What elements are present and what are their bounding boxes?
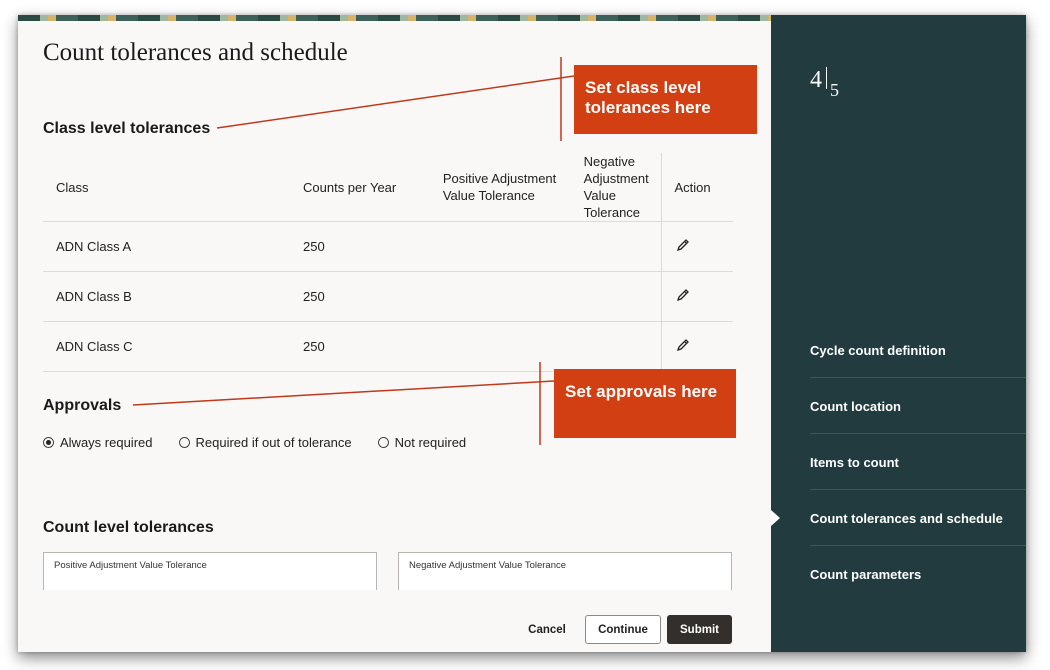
cell-negative-tolerance (571, 272, 661, 322)
radio-label: Not required (394, 435, 467, 450)
current-step-arrow-icon (771, 510, 780, 526)
cell-counts-per-year: 250 (290, 322, 430, 372)
cell-negative-tolerance (571, 322, 661, 372)
positive-tolerance-field[interactable] (43, 552, 377, 590)
field-label: Negative Adjustment Value Tolerance (409, 560, 567, 571)
cell-positive-tolerance (430, 222, 571, 272)
column-header-negative-tolerance: Negative Adjustment Value Tolerance (571, 153, 661, 222)
cancel-button[interactable]: Cancel (528, 623, 566, 636)
cell-positive-tolerance (430, 322, 571, 372)
table-row (43, 272, 733, 322)
radio-label: Always required (60, 435, 153, 450)
callout-class-level: Set class level tolerances here (574, 65, 757, 134)
step-total: 5 (830, 80, 839, 100)
radio-unselected-icon[interactable] (179, 437, 190, 448)
approvals-radio-group (43, 435, 466, 450)
progress-sidebar (771, 15, 1026, 652)
cell-action (661, 272, 733, 322)
edit-pencil-icon[interactable] (675, 237, 691, 253)
column-header-counts-per-year: Counts per Year (290, 153, 430, 222)
step-indicator (810, 67, 839, 101)
approvals-heading: Approvals (43, 397, 122, 414)
radio-unselected-icon[interactable] (378, 437, 389, 448)
cell-counts-per-year: 250 (290, 222, 430, 272)
cell-class: ADN Class C (43, 322, 290, 372)
field-label: Positive Adjustment Value Tolerance (54, 560, 207, 571)
step-current: 4 (810, 67, 822, 93)
table-row (43, 222, 733, 272)
cell-class: ADN Class B (43, 272, 290, 322)
cell-class: ADN Class A (43, 222, 290, 272)
cell-counts-per-year: 250 (290, 272, 430, 322)
callout-approvals: Set approvals here (554, 369, 736, 438)
table-row (43, 322, 733, 372)
column-header-class: Class (43, 153, 290, 222)
class-tolerances-table (43, 153, 733, 372)
step-label: Cycle count definition (810, 342, 946, 358)
step-label: Count tolerances and schedule (810, 510, 1003, 526)
page-title: Count tolerances and schedule (43, 39, 348, 66)
cell-action (661, 222, 733, 272)
negative-tolerance-field[interactable] (398, 552, 732, 590)
edit-pencil-icon[interactable] (675, 337, 691, 353)
radio-selected-icon[interactable] (43, 437, 54, 448)
submit-button[interactable]: Submit (667, 615, 732, 644)
class-tolerances-heading: Class level tolerances (43, 120, 211, 137)
step-count-tolerances-and-schedule[interactable] (771, 490, 1026, 546)
step-label: Count parameters (810, 566, 922, 582)
continue-button[interactable]: Continue (585, 615, 661, 644)
cell-positive-tolerance (430, 272, 571, 322)
cell-action (661, 322, 733, 372)
count-tolerances-heading: Count level tolerances (43, 519, 214, 536)
radio-always-required[interactable] (43, 435, 153, 450)
step-divider (826, 67, 827, 89)
edit-pencil-icon[interactable] (675, 287, 691, 303)
column-header-action: Action (661, 153, 733, 222)
step-count-location[interactable] (771, 378, 1026, 434)
step-count-parameters[interactable] (771, 546, 1026, 602)
cell-negative-tolerance (571, 222, 661, 272)
column-header-positive-tolerance: Positive Adjustment Value Tolerance (430, 153, 571, 222)
radio-not-required[interactable] (378, 435, 467, 450)
radio-label: Required if out of tolerance (195, 435, 352, 450)
step-label: Count location (810, 398, 901, 414)
step-label: Items to count (810, 454, 899, 470)
step-nav (771, 322, 1026, 602)
step-cycle-count-definition[interactable] (771, 322, 1026, 378)
radio-required-if-out-of-tolerance[interactable] (179, 435, 352, 450)
table-header-row (43, 153, 733, 222)
step-items-to-count[interactable] (771, 434, 1026, 490)
